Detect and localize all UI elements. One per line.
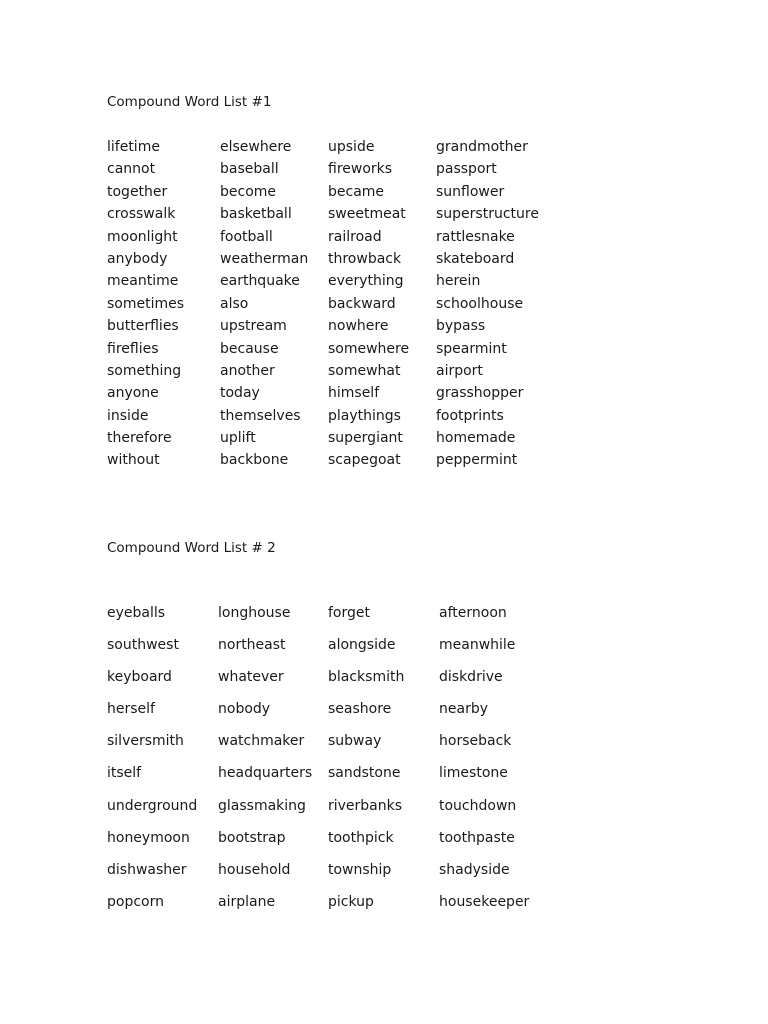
word-item: elsewhere <box>220 139 292 155</box>
word-item: subway <box>328 733 382 750</box>
word-item: riverbanks <box>328 797 403 814</box>
word-item: today <box>220 385 260 402</box>
word-item: blacksmith <box>328 669 405 686</box>
word-item: limestone <box>439 765 508 782</box>
word-item: upstream <box>220 318 287 335</box>
word-item: afternoon <box>439 605 507 621</box>
word-item: moonlight <box>107 228 178 245</box>
word-item: eyeballs <box>107 605 166 621</box>
word-item: become <box>220 183 277 200</box>
word-item: grandmother <box>436 139 528 155</box>
word-item: airplane <box>218 893 276 910</box>
word-item: basketball <box>220 206 292 223</box>
word-item: rattlesnake <box>436 228 515 245</box>
word-item: therefore <box>107 430 172 447</box>
word-item: sandstone <box>328 765 401 782</box>
word-item: homemade <box>436 430 516 447</box>
word-item: forget <box>328 605 370 621</box>
word-item: skateboard <box>436 250 515 267</box>
word-item: football <box>220 228 273 245</box>
word-item: watchmaker <box>218 733 305 750</box>
word-item: nearby <box>439 701 488 718</box>
word-item: touchdown <box>439 797 517 814</box>
word-item: backward <box>328 295 396 312</box>
word-item: itself <box>107 765 142 782</box>
word-item: something <box>107 362 182 379</box>
word-item: superstructure <box>436 206 539 223</box>
word-item: bootstrap <box>218 829 286 846</box>
word-item: anybody <box>107 250 168 267</box>
word-item: another <box>220 362 275 379</box>
word-item: cannot <box>107 161 156 178</box>
word-item: everything <box>328 273 404 290</box>
word-item: popcorn <box>107 893 164 910</box>
word-item: sunflower <box>436 183 505 200</box>
word-item: northeast <box>218 637 286 654</box>
word-item: nobody <box>218 701 271 718</box>
word-item: housekeeper <box>439 893 530 910</box>
word-item: became <box>328 183 385 200</box>
word-item: passport <box>436 161 497 178</box>
word-item: bypass <box>436 318 486 335</box>
word-item: backbone <box>220 452 289 469</box>
word-item: also <box>220 295 249 312</box>
word-item: airport <box>436 362 483 379</box>
word-item: pickup <box>328 893 374 910</box>
word-item: somewhere <box>328 340 410 357</box>
word-item: earthquake <box>220 273 300 290</box>
word-item: nowhere <box>328 318 389 335</box>
word-item: underground <box>107 797 198 814</box>
word-item: footprints <box>436 407 504 424</box>
word-item: shadyside <box>439 861 510 878</box>
word-item: southwest <box>107 637 179 654</box>
word-item: railroad <box>328 228 382 245</box>
word-item: weatherman <box>220 250 309 267</box>
word-item: horseback <box>439 733 512 750</box>
word-item: crosswalk <box>107 206 176 223</box>
word-item: scapegoat <box>328 452 401 469</box>
word-item: household <box>218 861 291 878</box>
word-item: baseball <box>220 161 279 178</box>
word-item: alongside <box>328 637 396 654</box>
word-item: headquarters <box>218 765 313 782</box>
word-item: spearmint <box>436 340 507 357</box>
word-item: butterflies <box>107 318 179 335</box>
word-item: longhouse <box>218 605 291 621</box>
word-item: toothpaste <box>439 829 515 846</box>
word-item: himself <box>328 385 380 402</box>
word-item: anyone <box>107 385 159 402</box>
word-item: seashore <box>328 701 392 718</box>
word-item: honeymoon <box>107 829 190 846</box>
word-item: diskdrive <box>439 669 503 686</box>
word-item: herself <box>107 701 155 718</box>
word-item: keyboard <box>107 669 172 686</box>
list-2-word-grid <box>107 604 559 925</box>
word-item: supergiant <box>328 430 403 447</box>
word-item: lifetime <box>107 139 160 155</box>
word-item: themselves <box>220 407 301 424</box>
list-1-word-grid <box>107 138 556 474</box>
list-2-title: Compound Word List # 2 <box>107 540 276 556</box>
word-item: somewhat <box>328 362 401 379</box>
word-item: sweetmeat <box>328 206 406 223</box>
word-item: upside <box>328 139 375 155</box>
list-1-title: Compound Word List #1 <box>107 94 272 110</box>
word-item: toothpick <box>328 829 394 846</box>
word-item: without <box>107 452 160 469</box>
word-item: together <box>107 183 168 200</box>
word-item: township <box>328 861 392 878</box>
word-item: meanwhile <box>439 637 516 654</box>
word-item: silversmith <box>107 733 184 750</box>
word-item: throwback <box>328 250 402 267</box>
word-item: peppermint <box>436 452 518 469</box>
word-item: fireflies <box>107 340 159 357</box>
word-item: fireworks <box>328 161 393 178</box>
word-item: inside <box>107 407 149 424</box>
word-item: whatever <box>218 669 284 686</box>
word-item: glassmaking <box>218 797 306 814</box>
word-item: schoolhouse <box>436 295 524 312</box>
word-item: herein <box>436 273 481 290</box>
word-item: because <box>220 340 279 357</box>
word-item: uplift <box>220 430 256 447</box>
word-item: dishwasher <box>107 861 187 878</box>
word-item: playthings <box>328 407 401 424</box>
word-item: grasshopper <box>436 385 524 402</box>
word-item: meantime <box>107 273 179 290</box>
word-item: sometimes <box>107 295 185 312</box>
